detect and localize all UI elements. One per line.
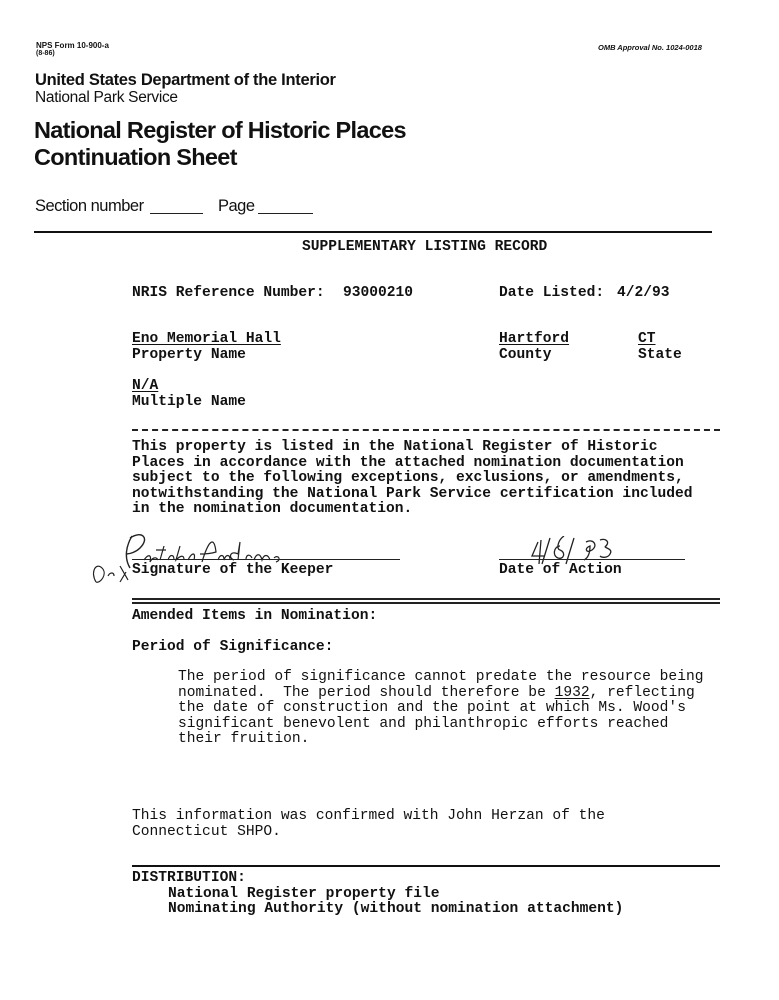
- nris-label: NRIS Reference Number:: [132, 285, 325, 301]
- form-number: NPS Form 10-900-a: [36, 41, 109, 50]
- form-subtitle: Continuation Sheet: [34, 144, 237, 170]
- period-year: 1932: [554, 684, 590, 701]
- period-text-before: The period of significance cannot predate the resource being nominated. The period should therefore be: [178, 669, 704, 701]
- record-heading: SUPPLEMENTARY LISTING RECORD: [302, 239, 548, 255]
- property-name-label: Property Name: [132, 347, 246, 363]
- section-number-label: Section number: [35, 197, 144, 215]
- form-title: National Register of Historic Places: [34, 117, 406, 143]
- distribution-item: Nominating Authority (without nomination attachment): [168, 901, 624, 917]
- department-name: United States Department of the Interior: [35, 71, 336, 89]
- confirmation-note: This information was confirmed with John Herzan of the Connecticut SHPO.: [132, 808, 605, 840]
- date-listed-label: Date Listed:: [499, 285, 605, 301]
- multiple-name-value: N/A: [132, 378, 159, 394]
- period-text-after: , reflecting the date of construction and the point at which Ms. Wood's significant benevolent and philanthropic efforts reached their fruition.: [178, 684, 695, 748]
- period-text: [178, 670, 703, 748]
- date-listed-value: 4/2/93: [617, 285, 670, 301]
- omb-approval: OMB Approval No. 1024-0018: [598, 43, 702, 52]
- page-field: [258, 213, 313, 214]
- distribution-item: National Register property file: [168, 886, 440, 902]
- nris-value: 93000210: [343, 285, 414, 301]
- header-divider: [34, 231, 712, 233]
- agency-name: National Park Service: [35, 89, 178, 106]
- date-of-action-label: Date of Action: [499, 562, 622, 578]
- county-label: County: [499, 347, 552, 363]
- property-name-value: Eno Memorial Hall: [132, 331, 281, 347]
- state-value: CT: [638, 331, 656, 347]
- page-label: Page: [218, 197, 255, 215]
- distribution-divider: [132, 865, 720, 867]
- double-divider: [132, 598, 720, 604]
- state-label: State: [638, 347, 682, 363]
- section-number-field: [150, 213, 203, 214]
- period-heading: Period of Significance:: [132, 639, 334, 655]
- multiple-name-label: Multiple Name: [132, 394, 246, 410]
- distribution-heading: DISTRIBUTION:: [132, 870, 246, 886]
- form-date: (8-86): [36, 50, 55, 57]
- signature-line: [132, 559, 400, 560]
- dashed-divider: [132, 429, 720, 431]
- keeper-signature: [90, 524, 290, 592]
- amended-heading: Amended Items in Nomination:: [132, 608, 378, 624]
- date-of-action-line: [499, 559, 685, 560]
- county-value: Hartford: [499, 331, 570, 347]
- listing-statement: This property is listed in the National Register of Historic Places in accordance with the attached nomination documentation subject to the following exceptions, exclusions, or amendments, notwithstanding the National Park Service certification included in the nomination documentation.: [132, 439, 693, 518]
- signature-label: Signature of the Keeper: [132, 562, 334, 578]
